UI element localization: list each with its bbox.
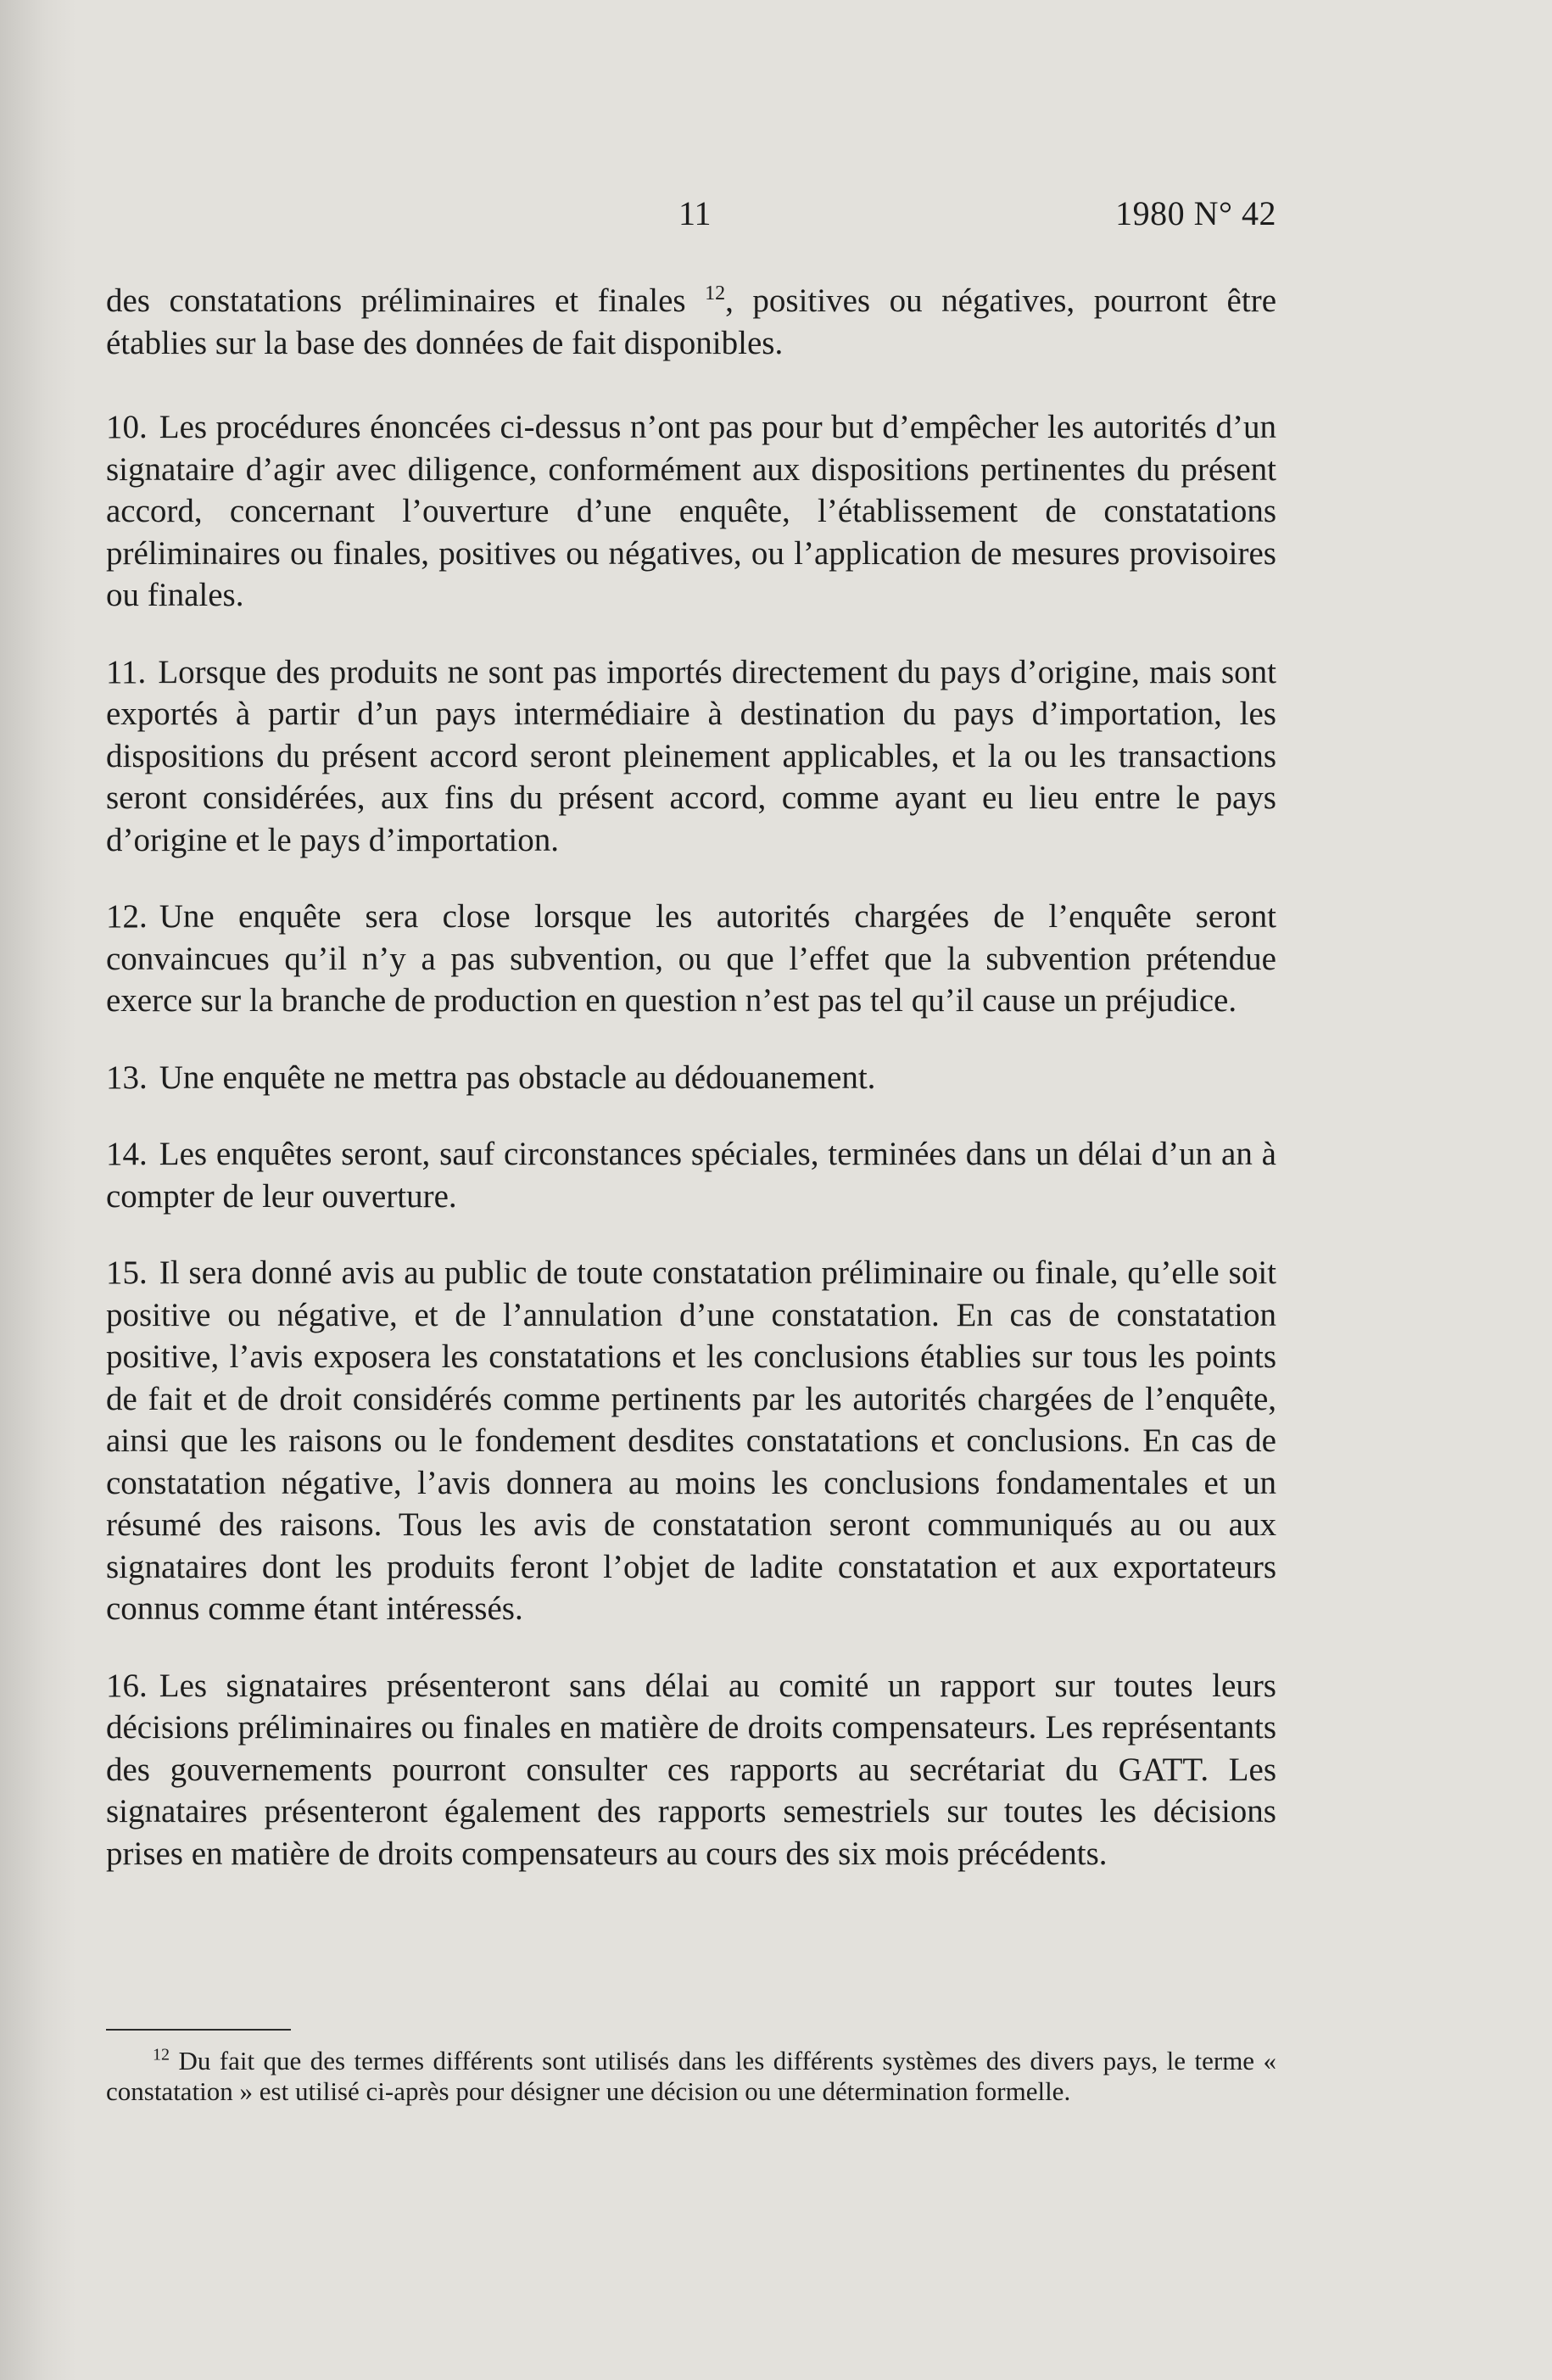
page-number: 11 xyxy=(678,194,712,232)
paragraph-text: Une enquête sera close lorsque les autorités chargées de l’enquête seront convaincues qu’il n’y a pas subvention, ou que l’effet que la subvention prétendue exerce sur la branche de production en question n’est pas tel qu’il cause un préjudice. xyxy=(106,898,1276,1019)
scan-edge-shadow xyxy=(0,0,76,2380)
footnotes xyxy=(106,2046,1276,2107)
footnote-reference[interactable]: 12 xyxy=(705,282,726,304)
paragraph-text: Une enquête ne mettra pas obstacle au dédouanement. xyxy=(159,1059,876,1096)
paragraph-16 xyxy=(106,1665,1276,1875)
paragraph-number: 14. xyxy=(106,1136,148,1172)
footnote-text: Du fait que des termes différents sont utilisés dans les différents systèmes des divers pays, le terme « constatation » est utilisé ci-après pour désigner une décision ou une détermination formelle. xyxy=(106,2046,1276,2106)
footnote-12 xyxy=(106,2046,1276,2107)
running-header xyxy=(106,193,1276,244)
paragraph-number: 10. xyxy=(106,409,148,445)
paragraph-continued xyxy=(106,280,1276,364)
paragraph-number: 11. xyxy=(106,653,147,690)
paragraph-14 xyxy=(106,1133,1276,1217)
issue-reference: 1980 N° 42 xyxy=(1115,194,1276,232)
paragraph-text: Les procédures énoncées ci-dessus n’ont pas pour but d’empêcher les autorités d’un signataire d’agir avec diligence, conformément aux dispositions pertinentes du présent accord, concernant l’ouverture d’une enquête, l’établissement de constatations préliminaires ou finales, positives ou négatives, ou l’application de mesures provisoires ou finales. xyxy=(106,409,1276,613)
paragraph-text: Lorsque des produits ne sont pas importés directement du pays d’origine, mais sont exportés à partir d’un pays intermédiaire à destination du pays d’importation, les dispositions du présent accord seront pleinement applicables, et la ou les transactions seront considérées, aux fins du présent accord, comme ayant eu lieu entre le pays d’origine et le pays d’importation. xyxy=(106,653,1276,858)
paragraph-text: des constatations préliminaires et finales xyxy=(106,282,706,319)
paragraph-text: Les enquêtes seront, sauf circonstances spéciales, terminées dans un délai d’un an à compter de leur ouverture. xyxy=(106,1136,1276,1215)
body-text xyxy=(106,280,1276,1909)
paragraph-number: 15. xyxy=(106,1254,148,1291)
paragraph-10 xyxy=(106,406,1276,617)
paragraph-text: Il sera donné avis au public de toute constatation préliminaire ou finale, qu’elle soit positive ou négative, et de l’annulation d’une constatation. En cas de constatation positive, l’avis exposera les constatations et les conclusions établies sur tous les points de fait et de droit considérés comme pertinents par les autorités chargées de l’enquête, ainsi que les raisons ou le fondement desdites constatations et conclusions. En cas de constatation négative, l’avis donnera au moins les conclusions fondamentales et un résumé des raisons. Tous les avis de constatation seront communiqués au ou aux signataires dont les produits feront l’objet de ladite constatation et aux exportateurs connus comme étant intéressés. xyxy=(106,1254,1276,1627)
paragraph-13 xyxy=(106,1057,1276,1099)
paragraph-text: Les signataires présenteront sans délai au comité un rapport sur toutes leurs décisions préliminaires ou finales en matière de droits compensateurs. Les représentants des gouvernements pourront consulter ces rapports au secrétariat du GATT. Les signataires présenteront également des rapports semestriels sur toutes les décisions prises en matière de droits compensateurs au cours des six mois précédents. xyxy=(106,1667,1276,1872)
paragraph-11 xyxy=(106,651,1276,862)
paragraph-number: 13. xyxy=(106,1059,148,1096)
paragraph-number: 16. xyxy=(106,1667,148,1704)
paragraph-number: 12. xyxy=(106,898,148,935)
paragraph-15 xyxy=(106,1252,1276,1630)
footnote-separator xyxy=(106,2029,291,2031)
footnote-number: 12 xyxy=(153,2045,170,2064)
paragraph-12 xyxy=(106,896,1276,1022)
paragraph-text: , positives ou négatives, pourront être établies sur la base des données de fait disponibles. xyxy=(106,282,1276,361)
document-page xyxy=(106,0,1276,2380)
